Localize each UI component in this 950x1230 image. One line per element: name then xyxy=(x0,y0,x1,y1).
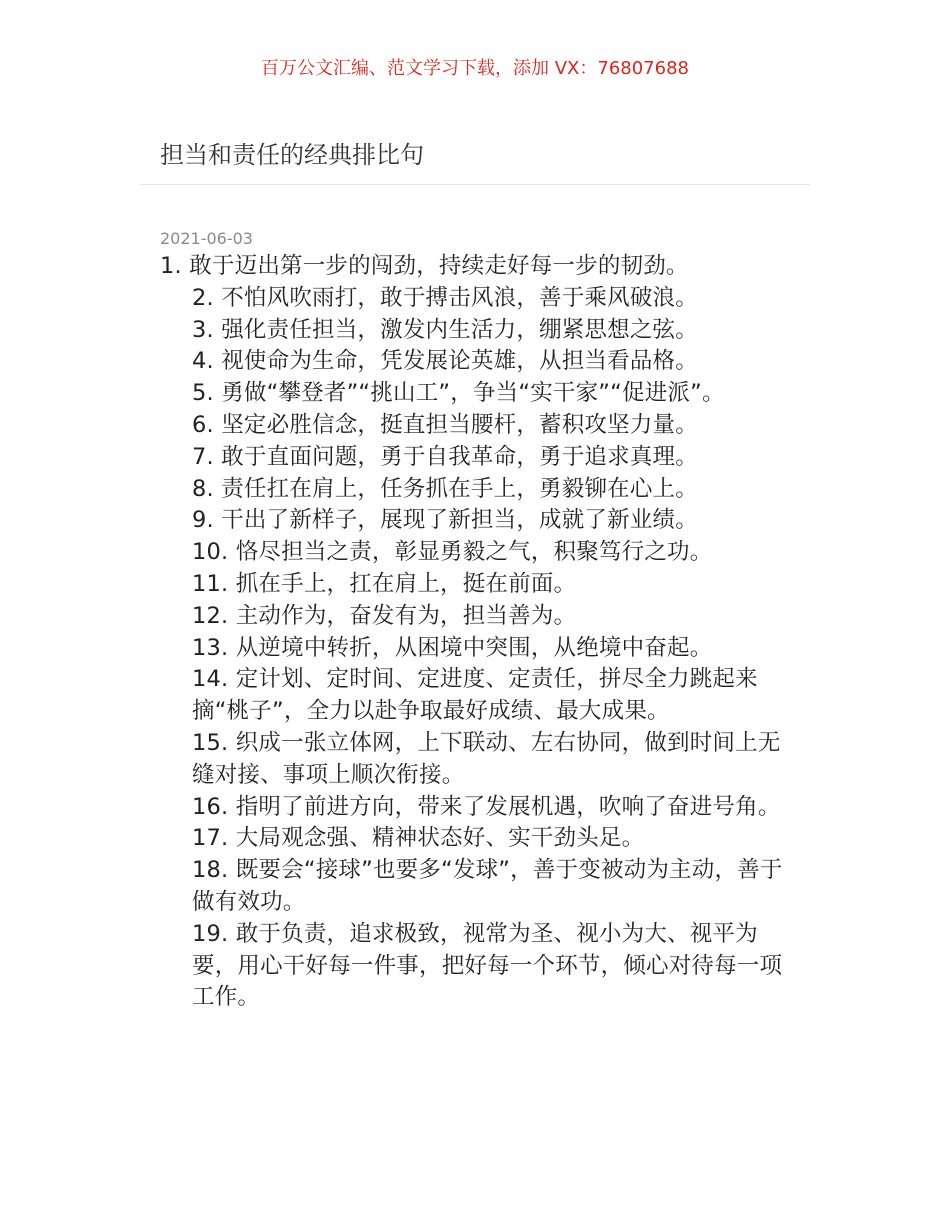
list-item: 19. 敢于负责，追求极致，视常为圣、视小为大、视平为要，用心干好每一件事，把好每一个环节，倾心对待每一项工作。 xyxy=(192,920,783,1011)
header-banner: 百万公文汇编、范文学习下载，添加 VX：76807688 xyxy=(261,58,689,79)
publish-date: 2021-06-03 xyxy=(160,229,253,248)
list-item: 14. 定计划、定时间、定进度、定责任，拼尽全力跳起来摘“桃子”，全力以赴争取最好成绩、最大成果。 xyxy=(192,666,758,725)
list-item: 4. 视使命为生命，凭发展论英雄，从担当看品格。 xyxy=(192,348,698,375)
title-divider xyxy=(140,184,810,185)
list-item: 3. 强化责任担当，激发内生活力，绷紧思想之弦。 xyxy=(192,316,698,343)
list-item: 10. 恪尽担当之责，彰显勇毅之气，积聚笃行之功。 xyxy=(192,539,713,566)
list-item: 2. 不怕风吹雨打，敢于搏击风浪，善于乘风破浪。 xyxy=(192,284,698,311)
list-item: 16. 指明了前进方向，带来了发展机遇，吹响了奋进号角。 xyxy=(192,793,781,820)
page-title: 担当和责任的经典排比句 xyxy=(160,141,424,169)
list-item: 13. 从逆境中转折，从困境中突围，从绝境中奋起。 xyxy=(192,634,713,661)
list-item: 9. 干出了新样子，展现了新担当，成就了新业绩。 xyxy=(192,507,698,534)
list-item: 12. 主动作为，奋发有为，担当善为。 xyxy=(192,602,577,629)
list-item: 6. 坚定必胜信念，挺直担当腰杆，蓄积攻坚力量。 xyxy=(192,411,698,438)
sentence-list xyxy=(160,251,800,1014)
list-item: 7. 敢于直面问题，勇于自我革命，勇于追求真理。 xyxy=(192,443,698,470)
list-item: 17. 大局观念强、精神状态好、实干劲头足。 xyxy=(192,825,645,852)
list-item: 8. 责任扛在肩上，任务抓在手上，勇毅铆在心上。 xyxy=(192,475,698,502)
list-item: 11. 抓在手上，扛在肩上，挺在前面。 xyxy=(192,570,577,597)
list-item: 15. 织成一张立体网，上下联动、左右协同，做到时间上无缝对接、事项上顺次衔接。 xyxy=(192,729,781,788)
list-item: 18. 既要会“接球”也要多“发球”，善于变被动为主动，善于做有效功。 xyxy=(192,857,783,915)
list-item: 1. 敢于迈出第一步的闯劲，持续走好每一步的韧劲。 xyxy=(160,253,689,279)
list-item: 5. 勇做“攀登者”“挑山工”，争当“实干家”“促进派”。 xyxy=(192,380,725,407)
